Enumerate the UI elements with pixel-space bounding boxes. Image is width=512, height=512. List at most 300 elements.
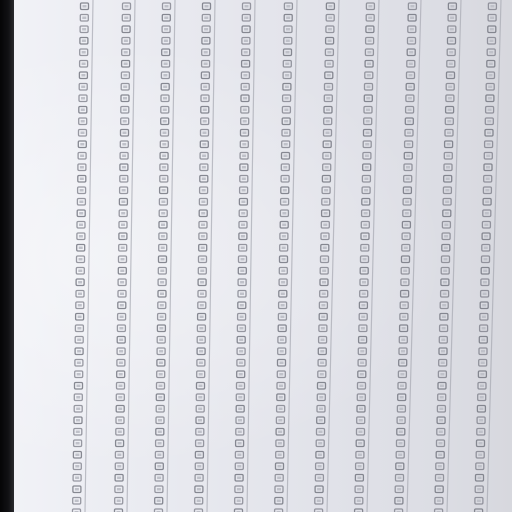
- glyph-mark-inner: [489, 51, 493, 54]
- glyph-mark-inner: [239, 373, 243, 376]
- glyph-mark-inner: [163, 74, 167, 77]
- glyph-mark-inner: [199, 350, 203, 353]
- glyph-mark-inner: [400, 396, 404, 399]
- glyph-mark-inner: [401, 350, 405, 353]
- glyph-mark-inner: [484, 247, 488, 250]
- glyph-mark-inner: [161, 201, 165, 204]
- glyph-mark-inner: [162, 166, 166, 169]
- glyph-mark-inner: [437, 488, 441, 491]
- glyph-mark-inner: [360, 362, 364, 365]
- glyph-mark-inner: [483, 281, 487, 284]
- glyph-mark-inner: [326, 132, 330, 135]
- glyph-mark-inner: [361, 339, 365, 342]
- glyph-mark-inner: [281, 293, 285, 296]
- glyph-mark-inner: [201, 201, 205, 204]
- glyph-mark-inner: [81, 132, 85, 135]
- glyph-mark-inner: [124, 40, 128, 43]
- glyph-mark-inner: [367, 51, 371, 54]
- glyph-mark-inner: [205, 5, 209, 8]
- glyph-mark-inner: [237, 454, 241, 457]
- glyph-mark-inner: [484, 224, 488, 227]
- glyph-mark-inner: [406, 155, 410, 158]
- glyph-mark-inner: [478, 465, 482, 468]
- glyph-mark-inner: [285, 97, 289, 100]
- glyph-mark-inner: [481, 350, 485, 353]
- glyph-mark-inner: [321, 327, 325, 330]
- glyph-mark-inner: [238, 419, 242, 422]
- glyph-mark-inner: [124, 17, 128, 20]
- glyph-mark-inner: [483, 270, 487, 273]
- glyph-mark-inner: [327, 63, 331, 66]
- glyph-mark-inner: [124, 28, 128, 31]
- glyph-mark-inner: [161, 235, 165, 238]
- glyph-mark-inner: [161, 224, 165, 227]
- glyph-mark-inner: [359, 431, 363, 434]
- glyph-mark-inner: [399, 431, 403, 434]
- glyph-mark-inner: [479, 419, 483, 422]
- glyph-mark-inner: [442, 327, 446, 330]
- glyph-mark-inner: [323, 258, 327, 261]
- glyph-mark-inner: [483, 293, 487, 296]
- glyph-mark-inner: [158, 442, 162, 445]
- glyph-mark-inner: [317, 488, 321, 491]
- glyph-mark-inner: [367, 63, 371, 66]
- glyph-mark-inner: [284, 155, 288, 158]
- glyph-mark-inner: [203, 97, 207, 100]
- glyph-mark-inner: [123, 120, 127, 123]
- glyph-mark-inner: [238, 431, 242, 434]
- glyph-mark-inner: [123, 132, 127, 135]
- glyph-mark-inner: [76, 442, 80, 445]
- glyph-mark-inner: [366, 120, 370, 123]
- glyph-mark-inner: [204, 51, 208, 54]
- glyph-mark-inner: [280, 327, 284, 330]
- glyph-mark-inner: [157, 477, 161, 480]
- glyph-mark-inner: [202, 155, 206, 158]
- glyph-mark-inner: [120, 304, 124, 307]
- glyph-mark-inner: [203, 86, 207, 89]
- glyph-mark-inner: [78, 304, 82, 307]
- glyph-mark-inner: [445, 212, 449, 215]
- glyph-mark-inner: [286, 51, 290, 54]
- glyph-mark-inner: [368, 40, 372, 43]
- glyph-mark-inner: [327, 86, 331, 89]
- glyph-mark-inner: [201, 258, 205, 261]
- glyph-mark-inner: [79, 258, 83, 261]
- glyph-mark-inner: [200, 316, 204, 319]
- glyph-mark-inner: [81, 109, 85, 112]
- glyph-mark-inner: [200, 304, 204, 307]
- glyph-column: [73, 0, 94, 512]
- glyph-mark-inner: [238, 396, 242, 399]
- glyph-mark-inner: [362, 270, 366, 273]
- glyph-mark-inner: [319, 419, 323, 422]
- glyph-mark-inner: [199, 339, 203, 342]
- glyph-mark-inner: [401, 362, 405, 365]
- glyph-mark-inner: [244, 17, 248, 20]
- glyph-mark-inner: [283, 166, 287, 169]
- glyph-mark-inner: [446, 166, 450, 169]
- glyph-mark-inner: [444, 247, 448, 250]
- glyph-mark-inner: [447, 120, 451, 123]
- glyph-column: [275, 0, 297, 512]
- glyph-mark-inner: [279, 408, 283, 411]
- glyph-mark-inner: [366, 132, 370, 135]
- glyph-mark-inner: [450, 5, 454, 8]
- glyph-mark-inner: [76, 408, 80, 411]
- glyph-mark-inner: [277, 477, 281, 480]
- glyph-mark-inner: [325, 155, 329, 158]
- glyph-mark-inner: [121, 258, 125, 261]
- glyph-mark-inner: [201, 224, 205, 227]
- glyph-mark-inner: [80, 155, 84, 158]
- glyph-mark-inner: [241, 201, 245, 204]
- glyph-mark-inner: [77, 385, 81, 388]
- glyph-mark-inner: [165, 5, 169, 8]
- glyph-mark-inner: [365, 155, 369, 158]
- glyph-mark-inner: [328, 28, 332, 31]
- glyph-mark-inner: [328, 5, 332, 8]
- glyph-mark-inner: [164, 51, 168, 54]
- glyph-mark-inner: [397, 488, 401, 491]
- glyph-mark-inner: [485, 189, 489, 192]
- glyph-mark-inner: [479, 442, 483, 445]
- glyph-mark-inner: [199, 362, 203, 365]
- glyph-mark-inner: [203, 109, 207, 112]
- glyph-mark-inner: [400, 385, 404, 388]
- glyph-mark-inner: [399, 442, 403, 445]
- glyph-mark-inner: [158, 431, 162, 434]
- glyph-mark-inner: [368, 5, 372, 8]
- glyph-column: [395, 0, 421, 512]
- glyph-mark-inner: [121, 224, 125, 227]
- glyph-mark-inner: [244, 40, 248, 43]
- glyph-mark-inner: [81, 120, 85, 123]
- glyph-mark-inner: [204, 40, 208, 43]
- glyph-mark-inner: [407, 120, 411, 123]
- glyph-mark-inner: [449, 74, 453, 77]
- glyph-mark-inner: [320, 385, 324, 388]
- glyph-mark-inner: [282, 235, 286, 238]
- glyph-column: [195, 0, 216, 512]
- glyph-mark-inner: [408, 86, 412, 89]
- glyph-mark-inner: [75, 454, 79, 457]
- glyph-mark-inner: [366, 97, 370, 100]
- glyph-mark-inner: [410, 40, 414, 43]
- glyph-mark-inner: [164, 17, 168, 20]
- glyph-mark-inner: [79, 247, 83, 250]
- glyph-mark-inner: [118, 419, 122, 422]
- glyph-mark-inner: [161, 247, 165, 250]
- glyph-mark-inner: [81, 74, 85, 77]
- glyph-mark-inner: [363, 224, 367, 227]
- glyph-mark-inner: [120, 293, 124, 296]
- glyph-mark-inner: [237, 477, 241, 480]
- glyph-mark-inner: [368, 17, 372, 20]
- glyph-mark-inner: [488, 109, 492, 112]
- glyph-mark-inner: [323, 247, 327, 250]
- glyph-mark-inner: [404, 258, 408, 261]
- glyph-mark-inner: [368, 28, 372, 31]
- column-rule-line: [127, 0, 135, 512]
- glyph-mark-inner: [367, 74, 371, 77]
- column-rule-line: [167, 0, 175, 512]
- glyph-mark-inner: [443, 270, 447, 273]
- glyph-mark-inner: [440, 385, 444, 388]
- glyph-mark-inner: [320, 373, 324, 376]
- glyph-mark-inner: [199, 373, 203, 376]
- glyph-mark-inner: [239, 339, 243, 342]
- glyph-mark-inner: [286, 28, 290, 31]
- glyph-mark-inner: [326, 97, 330, 100]
- glyph-mark-inner: [365, 166, 369, 169]
- glyph-mark-inner: [447, 143, 451, 146]
- glyph-mark-inner: [240, 316, 244, 319]
- glyph-mark-inner: [159, 339, 163, 342]
- glyph-mark-inner: [441, 362, 445, 365]
- glyph-mark-inner: [407, 143, 411, 146]
- glyph-mark-inner: [403, 293, 407, 296]
- glyph-mark-inner: [123, 97, 127, 100]
- glyph-mark-inner: [240, 304, 244, 307]
- glyph-mark-inner: [201, 235, 205, 238]
- glyph-mark-inner: [159, 327, 163, 330]
- glyph-mark-inner: [443, 293, 447, 296]
- glyph-mark-inner: [277, 488, 281, 491]
- glyph-column: [235, 0, 256, 512]
- glyph-mark-inner: [78, 293, 82, 296]
- glyph-mark-inner: [407, 132, 411, 135]
- glyph-mark-inner: [410, 28, 414, 31]
- glyph-mark-inner: [198, 419, 202, 422]
- glyph-mark-inner: [437, 500, 441, 503]
- glyph-mark-inner: [278, 431, 282, 434]
- glyph-mark-inner: [480, 385, 484, 388]
- glyph-mark-inner: [317, 500, 321, 503]
- glyph-mark-inner: [321, 316, 325, 319]
- glyph-mark-inner: [201, 212, 205, 215]
- glyph-mark-inner: [160, 270, 164, 273]
- glyph-mark-inner: [486, 155, 490, 158]
- glyph-mark-inner: [239, 362, 243, 365]
- glyph-mark-inner: [364, 189, 368, 192]
- glyph-mark-inner: [446, 155, 450, 158]
- glyph-mark-inner: [323, 224, 327, 227]
- glyph-mark-inner: [490, 5, 494, 8]
- glyph-mark-inner: [324, 189, 328, 192]
- glyph-mark-inner: [283, 189, 287, 192]
- glyph-mark-inner: [279, 385, 283, 388]
- glyph-mark-inner: [243, 109, 247, 112]
- glyph-mark-inner: [82, 40, 86, 43]
- glyph-mark-inner: [118, 408, 122, 411]
- glyph-mark-inner: [357, 488, 361, 491]
- glyph-mark-inner: [200, 293, 204, 296]
- glyph-mark-inner: [477, 500, 481, 503]
- glyph-mark-inner: [282, 212, 286, 215]
- glyph-mark-inner: [325, 166, 329, 169]
- glyph-mark-inner: [162, 189, 166, 192]
- glyph-mark-inner: [359, 396, 363, 399]
- glyph-mark-inner: [278, 419, 282, 422]
- glyph-mark-inner: [244, 28, 248, 31]
- glyph-mark-inner: [278, 454, 282, 457]
- glyph-mark-inner: [409, 63, 413, 66]
- glyph-mark-inner: [79, 224, 83, 227]
- glyph-mark-inner: [158, 408, 162, 411]
- glyph-mark-inner: [402, 304, 406, 307]
- glyph-mark-inner: [365, 143, 369, 146]
- glyph-mark-inner: [80, 143, 84, 146]
- glyph-mark-inner: [284, 109, 288, 112]
- glyph-mark-inner: [158, 419, 162, 422]
- glyph-mark-inner: [80, 178, 84, 181]
- glyph-mark-inner: [239, 350, 243, 353]
- glyph-mark-inner: [199, 327, 203, 330]
- glyph-mark-inner: [80, 166, 84, 169]
- glyph-mark-inner: [120, 316, 124, 319]
- glyph-mark-inner: [284, 120, 288, 123]
- glyph-mark-inner: [440, 373, 444, 376]
- glyph-mark-inner: [444, 224, 448, 227]
- glyph-mark-inner: [402, 327, 406, 330]
- glyph-mark-inner: [447, 132, 451, 135]
- glyph-mark-inner: [76, 419, 80, 422]
- glyph-mark-inner: [285, 86, 289, 89]
- glyph-mark-inner: [82, 63, 86, 66]
- glyph-mark-inner: [445, 201, 449, 204]
- glyph-mark-inner: [359, 408, 363, 411]
- glyph-mark-inner: [75, 488, 79, 491]
- glyph-mark-inner: [321, 304, 325, 307]
- glyph-mark-inner: [204, 17, 208, 20]
- glyph-mark-inner: [202, 166, 206, 169]
- glyph-mark-inner: [78, 281, 82, 284]
- glyph-mark-inner: [163, 109, 167, 112]
- glyph-mark-inner: [119, 385, 123, 388]
- glyph-mark-inner: [119, 339, 123, 342]
- column-rule-line: [85, 0, 93, 512]
- glyph-mark-inner: [80, 189, 84, 192]
- glyph-mark-inner: [121, 247, 125, 250]
- glyph-mark-inner: [75, 500, 79, 503]
- glyph-mark-inner: [119, 350, 123, 353]
- glyph-mark-inner: [285, 63, 289, 66]
- glyph-mark-inner: [484, 235, 488, 238]
- glyph-mark-inner: [81, 97, 85, 100]
- glyph-mark-inner: [442, 304, 446, 307]
- glyph-mark-inner: [445, 189, 449, 192]
- glyph-mark-inner: [197, 465, 201, 468]
- glyph-mark-inner: [244, 51, 248, 54]
- glyph-mark-inner: [318, 465, 322, 468]
- glyph-column: [475, 0, 501, 512]
- glyph-mark-inner: [398, 454, 402, 457]
- glyph-mark-inner: [121, 212, 125, 215]
- glyph-mark-inner: [203, 120, 207, 123]
- glyph-mark-inner: [359, 419, 363, 422]
- glyph-mark-inner: [450, 40, 454, 43]
- glyph-mark-inner: [450, 28, 454, 31]
- glyph-mark-inner: [439, 419, 443, 422]
- glyph-mark-inner: [240, 293, 244, 296]
- glyph-mark-inner: [400, 373, 404, 376]
- glyph-mark-inner: [241, 212, 245, 215]
- glyph-mark-inner: [327, 74, 331, 77]
- glyph-mark-inner: [157, 500, 161, 503]
- glyph-mark-inner: [357, 477, 361, 480]
- glyph-mark-inner: [123, 109, 127, 112]
- glyph-mark-inner: [240, 270, 244, 273]
- glyph-mark-inner: [77, 339, 81, 342]
- glyph-mark-inner: [482, 304, 486, 307]
- glyph-mark-inner: [319, 431, 323, 434]
- glyph-mark-inner: [79, 212, 83, 215]
- glyph-mark-inner: [118, 396, 122, 399]
- glyph-mark-inner: [360, 350, 364, 353]
- column-rule-line: [287, 0, 297, 512]
- glyph-mark-inner: [361, 304, 365, 307]
- glyph-mark-inner: [326, 109, 330, 112]
- glyph-mark-inner: [162, 143, 166, 146]
- glyph-mark-inner: [122, 143, 126, 146]
- glyph-mark-inner: [197, 454, 201, 457]
- glyph-mark-inner: [328, 17, 332, 20]
- glyph-mark-inner: [237, 465, 241, 468]
- glyph-mark-inner: [360, 373, 364, 376]
- glyph-mark-inner: [488, 86, 492, 89]
- glyph-mark-inner: [77, 327, 81, 330]
- glyph-mark-inner: [403, 281, 407, 284]
- glyph-mark-inner: [325, 143, 329, 146]
- glyph-mark-inner: [448, 109, 452, 112]
- glyph-mark-inner: [160, 304, 164, 307]
- glyph-mark-inner: [159, 385, 163, 388]
- glyph-mark-inner: [79, 235, 83, 238]
- glyph-mark-inner: [481, 339, 485, 342]
- glyph-mark-inner: [364, 212, 368, 215]
- glyph-mark-inner: [204, 63, 208, 66]
- glyph-mark-inner: [163, 132, 167, 135]
- glyph-mark-inner: [243, 74, 247, 77]
- glyph-mark-inner: [82, 17, 86, 20]
- glyph-mark-inner: [357, 500, 361, 503]
- glyph-mark-inner: [441, 350, 445, 353]
- glyph-mark-inner: [162, 155, 166, 158]
- glyph-mark-inner: [448, 86, 452, 89]
- glyph-mark-inner: [488, 97, 492, 100]
- glyph-mark-inner: [242, 155, 246, 158]
- glyph-mark-inner: [324, 178, 328, 181]
- glyph-mark-inner: [198, 431, 202, 434]
- glyph-mark-inner: [239, 327, 243, 330]
- glyph-mark-inner: [122, 178, 126, 181]
- glyph-mark-inner: [164, 63, 168, 66]
- glyph-mark-inner: [324, 212, 328, 215]
- glyph-mark-inner: [118, 431, 122, 434]
- glyph-mark-inner: [122, 155, 126, 158]
- glyph-mark-inner: [326, 120, 330, 123]
- glyph-mark-inner: [241, 235, 245, 238]
- glyph-mark-inner: [438, 454, 442, 457]
- glyph-mark-inner: [486, 166, 490, 169]
- glyph-mark-inner: [281, 304, 285, 307]
- glyph-mark-inner: [489, 74, 493, 77]
- glyph-mark-inner: [284, 143, 288, 146]
- glyph-mark-inner: [367, 86, 371, 89]
- glyph-mark-inner: [240, 281, 244, 284]
- glyph-mark-inner: [83, 5, 87, 8]
